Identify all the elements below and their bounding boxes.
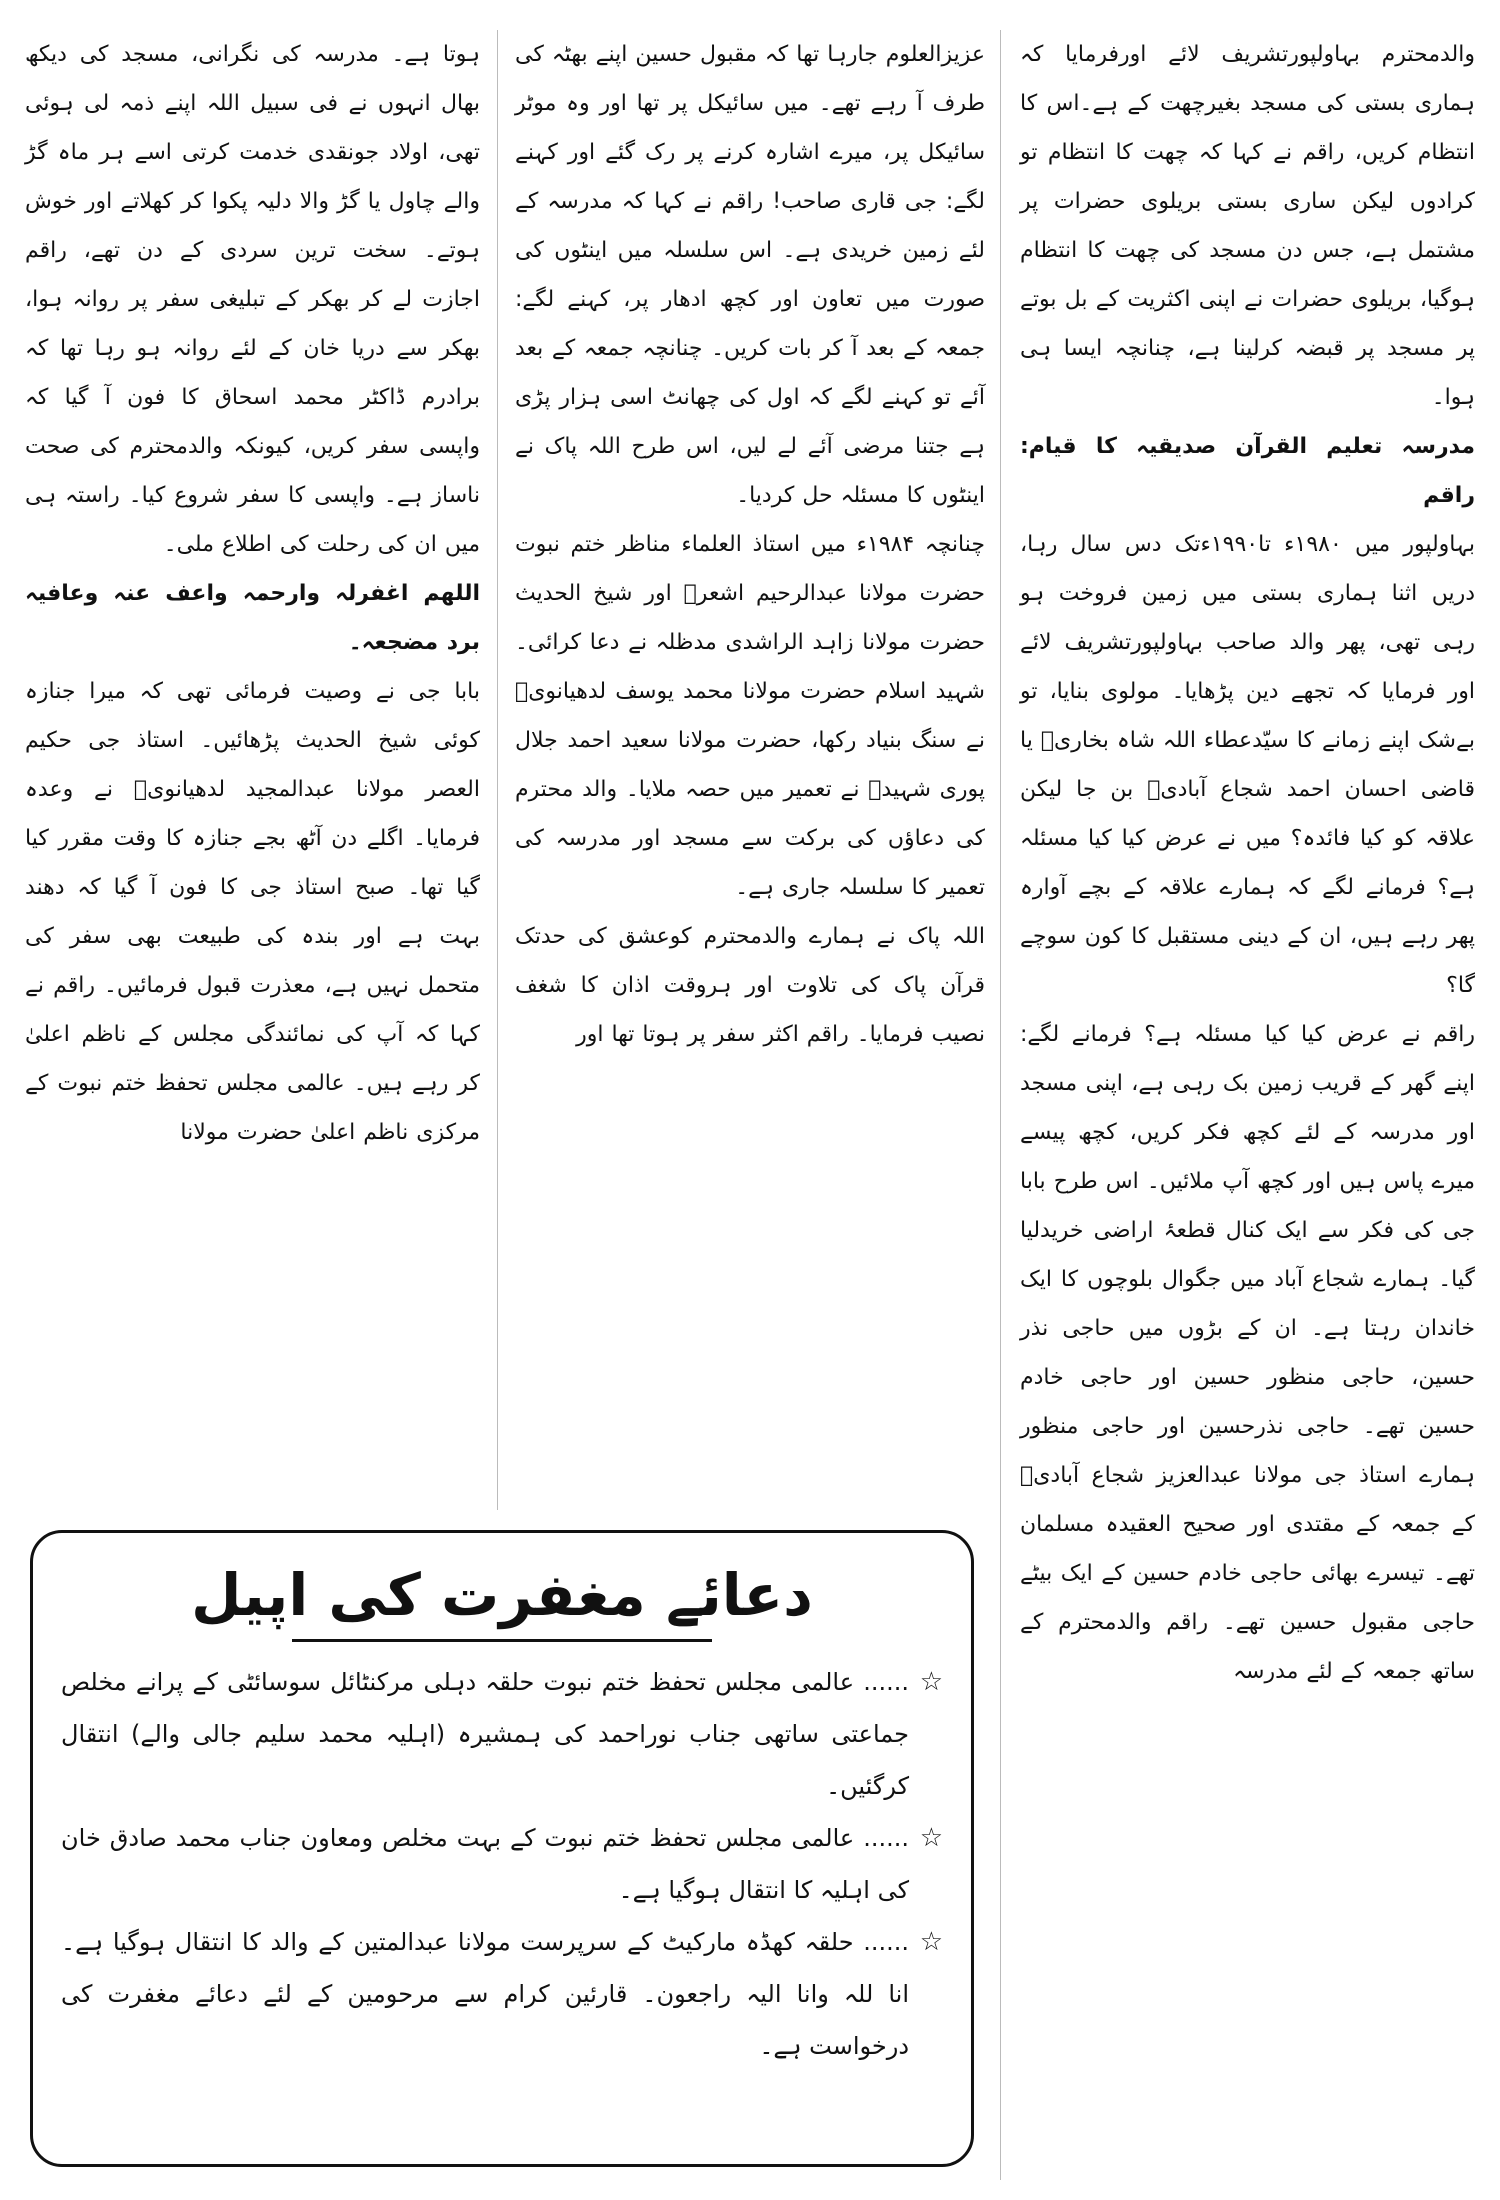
appeal-item	[61, 1916, 943, 2072]
paragraph: راقم نے عرض کیا کیا مسئلہ ہے؟ فرمانے لگے: اپنے گھر کے قریب زمین بک رہی ہے، اپنی مسجد اور مدرسہ کے لئے کچھ فکر کریں، کچھ پیسے میرے پاس ہیں اور کچھ آپ ملائیں۔ اس طرح بابا جی کی فکر سے ایک کنال قطعۂ اراضی خریدلیا گیا۔ ہمارے شجاع آباد میں جگوال بلوچوں کا ایک خاندان رہتا ہے۔ ان کے بڑوں میں حاجی نذر حسین، حاجی منظور حسین اور حاجی خادم حسین تھے۔ حاجی نذرحسین اور حاجی منظور ہمارے استاذ جی مولانا عبدالعزیز شجاع آبادیؒ کے جمعہ کے مقتدی اور صحیح العقیدہ مسلمان تھے۔ تیسرے بھائی حاجی خادم حسین کے ایک بیٹے حاجی مقبول حسین تھے۔ راقم والدمحترم کے ساتھ جمعہ کے لئے مدرسہ	[1020, 1022, 1475, 1684]
appeal-item-text: ...... عالمی مجلس تحفظ ختم نبوت کے بہت مخلص ومعاون جناب محمد صادق خان کی اہلیہ کا انتقال ہوگیا ہے۔	[61, 1824, 909, 1904]
appeal-item	[61, 1656, 943, 1812]
column-divider	[497, 30, 498, 1510]
section-heading: مدرسہ تعلیم القرآن صدیقیہ کا قیام: راقم	[1020, 434, 1475, 508]
paragraph: بابا جی نے وصیت فرمائی تھی کہ میرا جنازہ کوئی شیخ الحدیث پڑھائیں۔ استاذ جی حکیم العصر مولانا عبدالمجید لدھیانویؒ نے وعدہ فرمایا۔ اگلے دن آٹھ بجے جنازہ کا وقت مقرر کیا گیا تھا۔ صبح استاذ جی کا فون آ گیا کہ دھند بہت ہے اور بندہ کی طبیعت بھی سفر کی متحمل نہیں ہے، معذرت قبول فرمائیں۔ راقم نے کہا کہ آپ کی نمائندگی مجلس کے ناظم اعلیٰ کر رہے ہیں۔ عالمی مجلس تحفظ ختم نبوت کے مرکزی ناظم اعلیٰ حضرت مولانا	[25, 679, 480, 1145]
title-underline	[292, 1639, 712, 1642]
appeal-item-text: ...... حلقہ کھڈہ مارکیٹ کے سرپرست مولانا عبدالمتین کے والد کا انتقال ہوگیا ہے۔ انا للہ وانا الیہ راجعون۔ قارئین کرام سے مرحومین کے لئے دعائے مغفرت کی درخواست ہے۔	[61, 1928, 909, 2060]
star-icon: ☆	[919, 1927, 943, 1957]
article-column-left	[25, 30, 480, 1520]
appeal-item-text: ...... عالمی مجلس تحفظ ختم نبوت حلقہ دہلی مرکنٹائل سوسائٹی کے پرانے مخلص جماعتی ساتھی جناب نوراحمد کی ہمشیرہ (اہلیہ محمد سلیم جالی والے) انتقال کرگئیں۔	[61, 1668, 909, 1800]
condolence-appeal-box	[30, 1530, 974, 2167]
paragraph: ہوتا ہے۔ مدرسہ کی نگرانی، مسجد کی دیکھ بھال انہوں نے فی سبیل اللہ اپنے ذمہ لی ہوئی تھی، اولاد جونقدی خدمت کرتی اسے ہر ماہ گڑ والے چاول یا گڑ والا دلیہ پکوا کر کھلاتے اور خوش ہوتے۔ سخت ترین سردی کے دن تھے، راقم اجازت لے کر بھکر کے تبلیغی سفر پر روانہ ہوا، بھکر سے دریا خان کے لئے روانہ ہو رہا تھا کہ برادرم ڈاکٹر محمد اسحاق کا فون آ گیا کہ واپسی سفر کریں، کیونکہ والدمحترم کی صحت ناساز ہے۔ واپسی کا سفر شروع کیا۔ راستہ ہی میں ان کی رحلت کی اطلاع ملی۔	[25, 42, 480, 557]
column-divider	[1000, 30, 1001, 2180]
article-column-middle	[515, 30, 985, 1520]
appeal-title: دعائے مغفرت کی اپیل	[191, 1561, 813, 1629]
dua-text: اللھم اغفرلہ وارحمہ واعف عنہ وعافیہ برد مضجعہ۔	[25, 581, 480, 655]
paragraph: والدمحترم بہاولپورتشریف لائے اورفرمایا کہ ہماری بستی کی مسجد بغیرچھت کے ہے۔اس کا انتظام کریں، راقم نے کہا کہ چھت کا انتظام تو کرادوں لیکن ساری بستی بریلوی حضرات پر مشتمل ہے، جس دن مسجد کی چھت کا انتظام ہوگیا، بریلوی حضرات نے اپنی اکثریت کے بل بوتے پر مسجد پر قبضہ کرلینا ہے، چنانچہ ایسا ہی ہوا۔	[1020, 42, 1475, 410]
star-icon: ☆	[919, 1667, 943, 1697]
paragraph: بہاولپور میں ۱۹۸۰ء تا۱۹۹۰ءتک دس سال رہا، دریں اثنا ہماری بستی میں زمین فروخت ہو رہی تھی، پھر والد صاحب بہاولپورتشریف لائے اور فرمایا کہ تجھے دین پڑھایا۔ مولوی بنایا، تو بےشک اپنے زمانے کا سیّدعطاء اللہ شاہ بخاریؒ یا قاضی احسان احمد شجاع آبادیؒ بن جا لیکن علاقہ کو کیا فائدہ؟ میں نے عرض کیا کیا مسئلہ ہے؟ فرمانے لگے کہ ہمارے علاقہ کے بچے آوارہ پھر رہے ہیں، ان کے دینی مستقبل کا کون سوچے گا؟	[1020, 532, 1476, 998]
paragraph: چنانچہ ۱۹۸۴ء میں استاذ العلماء مناظر ختم نبوت حضرت مولانا عبدالرحیم اشعرؒ اور شیخ الحدیث حضرت مولانا زاہد الراشدی مدظلہ نے دعا کرائی۔ شہید اسلام حضرت مولانا محمد یوسف لدھیانویؒ نے سنگ بنیاد رکھا، حضرت مولانا سعید احمد جلال پوری شہیدؒ نے تعمیر میں حصہ ملایا۔ والد محترم کی دعاؤں کی برکت سے مسجد اور مدرسہ کی تعمیر کا سلسلہ جاری ہے۔	[515, 532, 985, 900]
appeal-item	[61, 1812, 943, 1916]
article-column-right	[1020, 30, 1475, 2180]
star-icon: ☆	[919, 1823, 943, 1853]
paragraph: اللہ پاک نے ہمارے والدمحترم کوعشق کی حدتک قرآن پاک کی تلاوت اور ہروقت اذان کا شغف نصیب فرمایا۔ راقم اکثر سفر پر ہوتا تھا اور	[515, 924, 985, 1047]
paragraph: عزیزالعلوم جارہا تھا کہ مقبول حسین اپنے بھٹہ کی طرف آ رہے تھے۔ میں سائیکل پر تھا اور وہ موٹر سائیکل پر، میرے اشارہ کرنے پر رک گئے اور کہنے لگے: جی قاری صاحب! راقم نے کہا کہ مدرسہ کے لئے زمین خریدی ہے۔ اس سلسلہ میں اینٹوں کی صورت میں تعاون اور کچھ ادھار پر، کہنے لگے: جمعہ کے بعد آ کر بات کریں۔ چنانچہ جمعہ کے بعد آئے تو کہنے لگے کہ اول کی چھانٹ اسی ہزار پڑی ہے جتنا مرضی آئے لے لیں، اس طرح اللہ پاک نے اینٹوں کا مسئلہ حل کردیا۔	[515, 42, 985, 508]
